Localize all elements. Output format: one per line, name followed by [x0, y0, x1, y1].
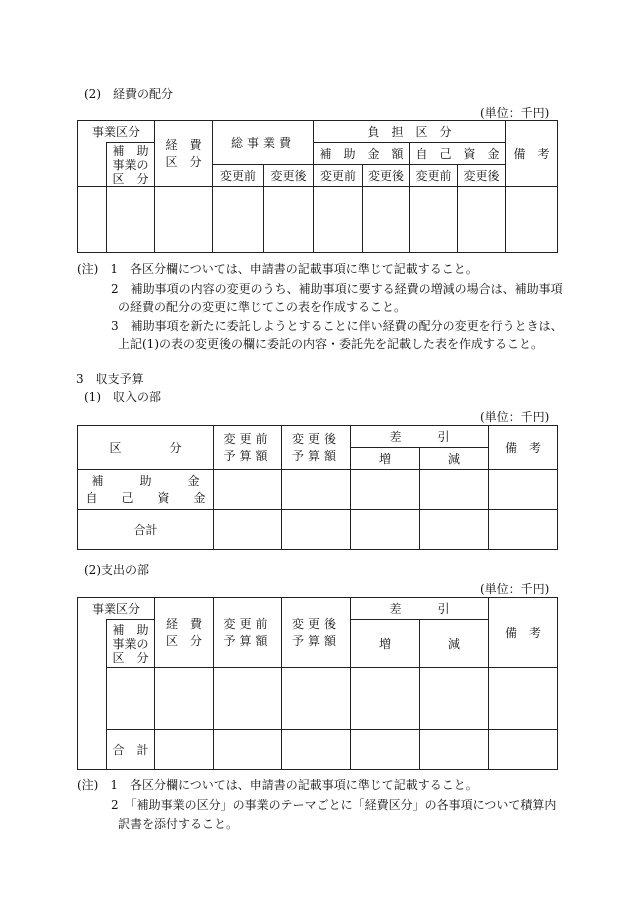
- subheading-expense: (2)支出の部: [84, 563, 149, 577]
- header-keihi-line2: 区 分: [165, 154, 202, 169]
- cell-empty: [489, 510, 558, 550]
- note-line: 上記(1)の表の変更後の欄に委託の内容・委託先を記載した表を作成すること。: [118, 337, 544, 351]
- cell-empty: [214, 668, 282, 730]
- cell-empty: [351, 730, 420, 770]
- header-henkomae-line2: 予算額: [223, 448, 272, 463]
- header-hojo-jigyo-kubun: [107, 143, 155, 187]
- header-gen: 減: [420, 620, 489, 668]
- note-line: 2 補助事項の内容の変更のうち、補助事項に要する経費の増減の場合は、補助事項: [111, 282, 563, 296]
- header-hojo-line2: 事業の: [112, 636, 149, 651]
- section-heading-budget: 3 収支予算: [76, 372, 144, 386]
- header-jigyo-kubun: 事業区分: [78, 121, 155, 143]
- header-sabiki: 差 引: [351, 426, 489, 448]
- header-hojo-henkomae: 変更前: [314, 165, 363, 187]
- cell-empty: [506, 187, 558, 253]
- header-sojigyohi: 総事業費: [213, 121, 314, 165]
- row-label-jikoshikin: 自 己 資 金: [85, 490, 206, 505]
- unit-label: (単位：千円): [480, 410, 550, 424]
- header-keihi-kubun: [155, 598, 214, 668]
- header-henkogo-line2: 予算額: [291, 448, 340, 463]
- row-label-hojokin-jikoshikin: [78, 470, 214, 510]
- header-total-henkogo: 変更後: [264, 165, 314, 187]
- header-hojo-jigyo-kubun: [107, 620, 155, 668]
- header-hojo-line1: 補 助: [112, 622, 149, 637]
- subheading-income: (1) 収入の部: [84, 390, 161, 404]
- cell-empty: [420, 510, 489, 550]
- header-keihi-line1: 経 費: [165, 137, 202, 152]
- header-hojo-line1: 補 助: [112, 143, 149, 158]
- cell-empty: [489, 470, 558, 510]
- header-blank-left: [78, 143, 107, 187]
- allocation-table: [77, 120, 558, 253]
- cell-empty: [214, 470, 282, 510]
- row-label-gokei: 合 計: [107, 730, 155, 770]
- header-futan-kubun: 負 担 区 分: [314, 121, 506, 143]
- header-zo: 増: [351, 448, 420, 470]
- cell-empty: [363, 187, 410, 253]
- cell-empty: [282, 668, 351, 730]
- cell-empty: [107, 668, 155, 730]
- header-zo: 増: [351, 620, 420, 668]
- expense-table: [77, 597, 558, 770]
- cell-empty: [282, 470, 351, 510]
- cell-empty: [420, 730, 489, 770]
- header-hojo-line3: 区 分: [112, 650, 149, 665]
- cell-empty: [155, 187, 213, 253]
- header-kubun: 区 分: [78, 426, 214, 470]
- cell-empty: [282, 730, 351, 770]
- header-hojo-line2: 事業の: [112, 157, 149, 172]
- header-gen: 減: [420, 448, 489, 470]
- header-henkogo-line1: 変更後: [291, 431, 340, 446]
- cell-empty: [314, 187, 363, 253]
- header-jiko-shikin: 自 己 資 金: [410, 143, 506, 165]
- header-jigyo-kubun: 事業区分: [78, 598, 155, 620]
- header-blank-left: [78, 620, 107, 770]
- cell-empty: [264, 187, 314, 253]
- cell-empty: [214, 730, 282, 770]
- note-line: (注) 1 各区分欄については、申請書の記載事項に準じて記載すること。: [77, 778, 478, 792]
- cell-empty: [420, 668, 489, 730]
- row-label-hojokin: 補 助 金: [91, 473, 200, 488]
- header-biko: 備 考: [489, 598, 558, 668]
- cell-empty: [107, 187, 155, 253]
- header-henkomae-yosan: [214, 426, 282, 470]
- header-keihi-kubun: [155, 121, 213, 187]
- note-line: (注) 1 各区分欄については、申請書の記載事項に準じて記載すること。: [77, 262, 478, 276]
- note-line: 3 補助事項を新たに委託しようとすることに伴い経費の配分の変更を行うときは、: [111, 319, 563, 333]
- header-jiko-henkomae: 変更前: [410, 165, 458, 187]
- cell-empty: [351, 668, 420, 730]
- cell-empty: [351, 510, 420, 550]
- unit-label: (単位：千円): [480, 106, 550, 120]
- cell-empty: [489, 668, 558, 730]
- cell-empty: [458, 187, 506, 253]
- header-keihi-line1: 経 費: [166, 616, 203, 631]
- cell-empty: [351, 470, 420, 510]
- note-line: 2 「補助事業の区分」の事業のテーマごとに「経費区分」の各事項について積算内: [111, 798, 557, 812]
- header-henkogo-yosan: [282, 598, 351, 668]
- unit-label: (単位：千円): [480, 582, 550, 596]
- section-heading-allocation: (2) 経費の配分: [84, 87, 173, 101]
- header-henkogo-line2: 予算額: [292, 633, 341, 648]
- header-henkogo-line1: 変更後: [292, 616, 341, 631]
- header-jiko-henkogo: 変更後: [458, 165, 506, 187]
- header-henkomae-line2: 予算額: [223, 633, 272, 648]
- header-biko: 備 考: [506, 121, 558, 187]
- cell-empty: [155, 730, 214, 770]
- header-henkomae-yosan: [214, 598, 282, 668]
- header-henkomae-line1: 変更前: [223, 616, 272, 631]
- header-hojo-henkogo: 変更後: [363, 165, 410, 187]
- income-table: [77, 425, 558, 550]
- header-hojo-line3: 区 分: [112, 171, 149, 186]
- header-biko: 備 考: [489, 426, 558, 470]
- header-total-henkomae: 変更前: [213, 165, 264, 187]
- cell-empty: [213, 187, 264, 253]
- cell-empty: [489, 730, 558, 770]
- cell-empty: [155, 668, 214, 730]
- cell-empty: [420, 470, 489, 510]
- header-henkomae-line1: 変更前: [223, 431, 272, 446]
- cell-empty: [282, 510, 351, 550]
- note-line: 訳書を添付すること。: [118, 817, 239, 831]
- header-hojo-kingaku: 補 助 金 額: [314, 143, 410, 165]
- cell-empty: [410, 187, 458, 253]
- header-henkogo-yosan: [282, 426, 351, 470]
- cell-empty: [78, 187, 107, 253]
- cell-empty: [214, 510, 282, 550]
- row-label-gokei: 合計: [78, 510, 214, 550]
- header-sabiki: 差 引: [351, 598, 489, 620]
- note-line: の経費の配分の変更に準じてこの表を作成すること。: [118, 300, 407, 314]
- header-keihi-line2: 区 分: [166, 633, 203, 648]
